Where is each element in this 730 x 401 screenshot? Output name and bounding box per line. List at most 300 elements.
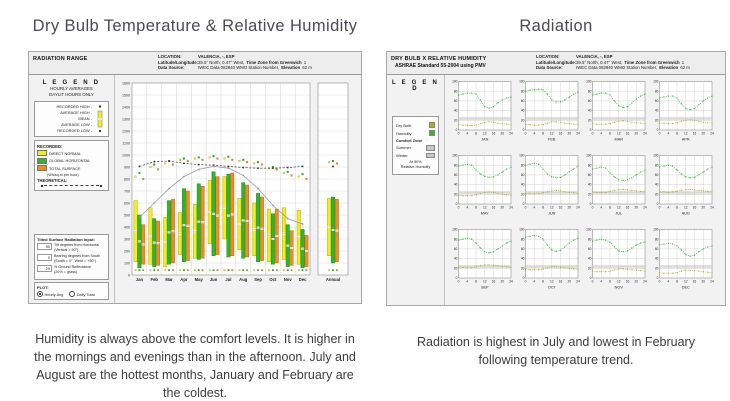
svg-text:Sep: Sep [254, 277, 262, 282]
svg-text:16: 16 [692, 205, 697, 210]
svg-text:8: 8 [542, 131, 544, 136]
theoretical-label: THEORETICAL: [37, 177, 68, 183]
humidity-legend [387, 75, 445, 305]
svg-text:Aug: Aug [239, 277, 248, 282]
drybulb-header-title-cell [387, 52, 534, 74]
svg-text:0: 0 [522, 202, 525, 207]
svg-text:80: 80 [654, 89, 659, 94]
datasource-value: IWEC Data 082840 WMO Station Number, [576, 65, 658, 71]
radiation-chart-wrap [115, 75, 361, 303]
mini-chart-apr [650, 78, 714, 150]
svg-text:20: 20 [587, 192, 592, 197]
svg-text:16: 16 [558, 131, 563, 136]
svg-text:1500: 1500 [122, 93, 130, 98]
mini-chart-svg [650, 152, 714, 224]
svg-text:20: 20 [520, 266, 525, 271]
svg-text:0: 0 [522, 276, 525, 281]
svg-text:0: 0 [455, 276, 458, 281]
svg-text:20: 20 [634, 205, 639, 210]
svg-text:700: 700 [124, 189, 130, 194]
timezone-value: 1 [303, 59, 307, 65]
panel-subtitle: ASHRAE Standard 55-2004 using PMV [395, 63, 486, 69]
elevation-label: Elevation [659, 65, 679, 71]
dry_bulb-swatch-icon [429, 122, 435, 128]
radiation-range-header [29, 52, 361, 75]
svg-text:100: 100 [452, 79, 458, 84]
left-column [28, 4, 362, 401]
svg-text:APR: APR [681, 137, 690, 142]
svg-text:12: 12 [616, 279, 621, 284]
svg-text:100: 100 [519, 227, 525, 232]
svg-text:16: 16 [625, 279, 630, 284]
svg-text:0: 0 [522, 128, 525, 133]
recorded-legend-box [34, 140, 109, 191]
svg-text:12: 12 [616, 205, 621, 210]
svg-text:4: 4 [466, 131, 469, 136]
mini-chart-svg [449, 78, 513, 150]
radiation-legend [29, 75, 115, 303]
legend-subtitle-1: HOURLY AVERAGES [50, 86, 93, 91]
total-surface-swatch-icon [37, 165, 47, 171]
tilt-rows [37, 243, 106, 275]
legend-series-label: TOTAL SURFACE [49, 165, 81, 171]
svg-text:4: 4 [600, 205, 603, 210]
svg-text:60: 60 [520, 247, 525, 251]
svg-text:40: 40 [654, 256, 659, 261]
svg-text:16: 16 [692, 131, 697, 136]
timezone-label: Time Zone from Greenwich [624, 59, 680, 65]
svg-text:60: 60 [453, 99, 458, 103]
svg-text:12: 12 [482, 279, 487, 284]
mini-chart-svg [449, 152, 513, 224]
svg-text:JUN: JUN [548, 211, 556, 216]
svg-text:0: 0 [656, 202, 659, 207]
svg-text:16: 16 [625, 131, 630, 136]
range-legend-box [34, 101, 109, 137]
location-label: LOCATION: [536, 54, 560, 59]
svg-text:JUL: JUL [615, 211, 623, 216]
svg-text:20: 20 [453, 266, 458, 271]
svg-text:0: 0 [658, 279, 661, 284]
svg-text:4: 4 [667, 205, 670, 210]
latlong-value: 39.5° North, 0.47° West, [198, 59, 245, 65]
legend-row-label: Humidity [396, 130, 412, 136]
humidity-legend-box [392, 116, 439, 175]
svg-text:4: 4 [533, 279, 536, 284]
recorded-series-list [37, 150, 106, 171]
plot-options [37, 291, 106, 297]
plot-label: PLOT: [37, 284, 49, 290]
svg-text:0: 0 [128, 273, 130, 278]
humidity-legend-rows [395, 122, 436, 158]
svg-text:16: 16 [491, 279, 496, 284]
tilt-row [37, 243, 106, 253]
svg-text:12: 12 [482, 205, 487, 210]
svg-text:12: 12 [683, 131, 688, 136]
legend-row-label: Comfort Zone [396, 138, 423, 143]
panel-title: RADIATION RANGE [33, 56, 88, 62]
svg-text:MAR: MAR [614, 137, 623, 142]
legend-series-label: DIRECT NORMAL [49, 150, 82, 156]
tilt-row-label: % Ground Reflectance (20% = grass) [54, 265, 92, 275]
svg-text:80: 80 [453, 89, 458, 94]
svg-text:8: 8 [676, 279, 678, 284]
direct-normal-swatch-icon [37, 150, 47, 156]
svg-text:0: 0 [656, 276, 659, 281]
svg-text:NOV: NOV [614, 285, 623, 290]
svg-text:20: 20 [500, 205, 505, 210]
svg-text:24: 24 [509, 279, 513, 284]
svg-text:24: 24 [643, 131, 647, 136]
svg-text:4: 4 [466, 279, 469, 284]
mini-chart-may [449, 152, 513, 224]
elevation-value: 62 m [302, 65, 312, 71]
mini-chart-svg [583, 226, 647, 298]
right-caption: Radiation is highest in July and lowest in February following temperature trend. [417, 335, 695, 368]
svg-text:24: 24 [576, 279, 580, 284]
svg-text:40: 40 [520, 108, 525, 113]
latlong-label: Latitude/Longitude: [158, 59, 199, 65]
svg-text:0: 0 [457, 205, 460, 210]
svg-text:60: 60 [520, 173, 525, 177]
svg-text:40: 40 [520, 182, 525, 187]
svg-text:500: 500 [124, 213, 130, 218]
svg-text:24: 24 [643, 205, 647, 210]
radio-icon [37, 291, 43, 297]
elevation-value: 62 m [680, 65, 690, 71]
svg-text:16: 16 [692, 279, 697, 284]
svg-text:60: 60 [654, 173, 659, 177]
svg-text:80: 80 [520, 237, 525, 242]
svg-text:100: 100 [452, 153, 458, 158]
svg-text:12: 12 [616, 131, 621, 136]
location-value: VALENCIA, -, ESP [576, 54, 613, 59]
legend-row-label: Dry Bulb [396, 122, 412, 128]
svg-text:600: 600 [124, 201, 130, 206]
ground-reflectance-input[interactable]: 20 [37, 265, 52, 272]
svg-text:8: 8 [609, 131, 611, 136]
svg-text:20: 20 [520, 118, 525, 123]
svg-text:8: 8 [676, 131, 678, 136]
svg-text:80: 80 [453, 237, 458, 242]
svg-text:0: 0 [658, 131, 661, 136]
plot-box [34, 282, 109, 301]
svg-text:8: 8 [475, 131, 477, 136]
svg-text:SEP: SEP [480, 285, 489, 290]
svg-text:20: 20 [654, 118, 659, 123]
x-axis-labels [136, 277, 340, 282]
mini-chart-mar [583, 78, 647, 150]
svg-text:20: 20 [701, 131, 706, 136]
svg-text:80: 80 [520, 163, 525, 168]
tilt-row-label: Bearing degrees from South (South = 0°, West = +90°) [54, 254, 101, 264]
svg-text:16: 16 [625, 205, 630, 210]
legend-series-total-surface [37, 165, 106, 171]
panel-title: DRY BULB X RELATIVE HUMIDITY [391, 56, 487, 62]
svg-text:80: 80 [587, 89, 592, 94]
svg-text:0: 0 [591, 205, 594, 210]
comfort-swatch-icon [426, 145, 435, 151]
datasource-value: IWEC Data 082840 WMO Station Number, [198, 65, 280, 71]
svg-text:24: 24 [643, 279, 647, 284]
svg-text:8: 8 [609, 205, 611, 210]
svg-text:20: 20 [500, 131, 505, 136]
svg-text:40: 40 [587, 256, 592, 261]
monthly-charts-grid [445, 75, 716, 305]
plot-option-label: Daily Total [76, 291, 95, 297]
svg-text:AUG: AUG [681, 211, 690, 216]
svg-text:8: 8 [475, 205, 477, 210]
svg-text:900: 900 [124, 165, 130, 170]
svg-text:20: 20 [701, 205, 706, 210]
svg-text:16: 16 [558, 205, 563, 210]
radio-icon [69, 291, 75, 297]
svg-text:12: 12 [482, 131, 487, 136]
svg-text:12: 12 [683, 279, 688, 284]
svg-text:20: 20 [701, 279, 706, 284]
drybulb-humidity-header [387, 52, 725, 75]
svg-text:100: 100 [519, 79, 525, 84]
mini-chart-jan [449, 78, 513, 150]
svg-text:80: 80 [654, 163, 659, 168]
svg-text:20: 20 [587, 266, 592, 271]
svg-text:0: 0 [524, 131, 527, 136]
svg-text:20: 20 [634, 131, 639, 136]
svg-text:60: 60 [520, 99, 525, 103]
tilt-row [37, 265, 106, 275]
range-legend-labels [57, 104, 92, 133]
radiation-range-header-title-cell [29, 52, 156, 74]
range-legend-item: RECORDED LOW - [57, 127, 92, 133]
svg-text:4: 4 [466, 205, 469, 210]
mini-chart-jun [516, 152, 580, 224]
svg-text:0: 0 [457, 131, 460, 136]
svg-text:100: 100 [586, 79, 592, 84]
mini-chart-svg [516, 78, 580, 150]
range-legend-item: AVERAGE HIGH - [60, 110, 92, 116]
legend-row-comfort-zone [396, 138, 435, 143]
svg-text:0: 0 [589, 202, 592, 207]
svg-text:DEC: DEC [681, 285, 690, 290]
svg-text:20: 20 [500, 279, 505, 284]
plot-option-label: Hourly Avg [44, 291, 64, 297]
svg-text:20: 20 [567, 205, 572, 210]
svg-text:20: 20 [453, 118, 458, 123]
svg-text:40: 40 [453, 108, 458, 113]
location-info [534, 52, 725, 74]
svg-text:60: 60 [453, 247, 458, 251]
bearing-degrees-input[interactable]: 0 [37, 254, 52, 261]
svg-text:4: 4 [600, 131, 603, 136]
legend-row-winter [396, 153, 435, 159]
radiation-range-chart [117, 78, 355, 294]
svg-text:Annual: Annual [325, 277, 341, 282]
svg-text:12: 12 [683, 205, 688, 210]
svg-text:1600: 1600 [122, 81, 130, 86]
latlong-label: Latitude/Longitude: [536, 59, 577, 65]
svg-text:100: 100 [124, 261, 130, 266]
mini-chart-jul [583, 152, 647, 224]
svg-text:400: 400 [124, 225, 130, 230]
svg-text:40: 40 [453, 256, 458, 261]
svg-text:8: 8 [609, 279, 611, 284]
legend-title: L E G E N D [391, 80, 440, 92]
svg-text:May: May [194, 277, 203, 282]
svg-text:8: 8 [475, 279, 477, 284]
tilt-row [37, 254, 106, 264]
location-value: VALENCIA, -, ESP [198, 54, 235, 59]
svg-text:0: 0 [658, 205, 661, 210]
svg-text:16: 16 [491, 131, 496, 136]
svg-text:40: 40 [453, 182, 458, 187]
svg-text:12: 12 [549, 131, 554, 136]
svg-text:24: 24 [509, 205, 513, 210]
svg-text:1200: 1200 [122, 129, 130, 134]
legend-subtitle-2: DAYLIT HOURS ONLY [49, 91, 94, 97]
mini-chart-sep [449, 226, 513, 298]
svg-text:FEB: FEB [548, 137, 556, 142]
range-legend-item: RECORDED HIGH - [56, 104, 92, 110]
svg-text:20: 20 [654, 266, 659, 271]
mini-chart-svg [583, 152, 647, 224]
mini-chart-oct [516, 226, 580, 298]
legend-series-direct-normal [37, 150, 106, 156]
svg-text:100: 100 [519, 153, 525, 158]
svg-text:12: 12 [549, 205, 554, 210]
svg-text:0: 0 [524, 205, 527, 210]
recorded-label: RECORDED: [37, 143, 63, 149]
mini-chart-aug [650, 152, 714, 224]
svg-text:0: 0 [589, 128, 592, 133]
location-label: LOCATION: [158, 54, 182, 59]
svg-text:60: 60 [654, 99, 659, 103]
svg-text:24: 24 [509, 131, 513, 136]
range-legend-item: MEAN - [78, 115, 92, 121]
svg-text:60: 60 [587, 247, 592, 251]
svg-text:40: 40 [520, 256, 525, 261]
mini-chart-nov [583, 226, 647, 298]
svg-text:1000: 1000 [122, 153, 130, 158]
svg-text:200: 200 [124, 249, 130, 254]
mini-chart-feb [516, 78, 580, 150]
svg-text:Mar: Mar [165, 277, 173, 282]
left-caption: Humidity is always above the comfort levels. It is higher in the mornings and evenings than in the afternoon. July and August are the hottest months, January and February are the coldest. [34, 332, 356, 401]
svg-text:60: 60 [587, 173, 592, 177]
svg-text:100: 100 [653, 227, 659, 232]
plot-option-daily-total[interactable] [69, 291, 94, 297]
range-bar-icon [94, 104, 106, 134]
svg-text:100: 100 [452, 227, 458, 232]
drybulb-humidity-panel [386, 51, 726, 306]
comfort-swatch-icon [426, 153, 435, 159]
svg-text:0: 0 [455, 202, 458, 207]
legend-footer: At 50% Relative Humidity [400, 160, 431, 170]
legend-series-global-horizontal [37, 158, 106, 164]
datasource-row [536, 65, 722, 71]
svg-text:0: 0 [455, 128, 458, 133]
mini-chart-svg [449, 226, 513, 298]
datasource-label: Data Source: [536, 65, 563, 71]
svg-text:20: 20 [634, 279, 639, 284]
svg-text:40: 40 [587, 108, 592, 113]
timezone-value: 1 [681, 59, 685, 65]
tilt-degrees-input[interactable]: 90 [37, 243, 52, 250]
legend-title: L E G E N D [42, 80, 101, 86]
mini-chart-svg [650, 226, 714, 298]
datasource-row [158, 65, 358, 71]
svg-text:24: 24 [710, 279, 714, 284]
svg-text:Jul: Jul [225, 277, 232, 282]
svg-text:OCT: OCT [547, 285, 556, 290]
svg-text:12: 12 [549, 279, 554, 284]
svg-text:Dec: Dec [298, 277, 307, 282]
svg-text:16: 16 [558, 279, 563, 284]
svg-text:20: 20 [567, 279, 572, 284]
latlong-value: 39.5° North, 0.47° West, [576, 59, 623, 65]
tilt-row-label: Tilt degrees from Horizontal (Vertical = 90°) [54, 243, 100, 252]
left-title: Dry Bulb Temperature & Relative Humidity [32, 16, 358, 35]
svg-text:80: 80 [453, 163, 458, 168]
mini-chart-svg [516, 226, 580, 298]
svg-text:Jun: Jun [209, 277, 218, 282]
legend-row-humidity [396, 130, 435, 136]
units-note: (Wh/sq.m per hour) [47, 172, 79, 177]
svg-text:4: 4 [667, 279, 670, 284]
svg-text:80: 80 [587, 237, 592, 242]
svg-text:8: 8 [676, 205, 678, 210]
svg-text:0: 0 [524, 279, 527, 284]
svg-text:Feb: Feb [150, 277, 158, 282]
global-horizontal-swatch-icon [37, 158, 47, 164]
timezone-label: Time Zone from Greenwich [246, 59, 302, 65]
svg-text:24: 24 [710, 131, 714, 136]
elevation-label: Elevation [281, 65, 301, 71]
svg-text:80: 80 [587, 163, 592, 168]
tilt-input-box [34, 234, 109, 280]
svg-text:0: 0 [591, 131, 594, 136]
plot-option-hourly-avg[interactable] [37, 291, 63, 297]
mini-chart-svg [650, 78, 714, 150]
legend-row-label: Summer [396, 145, 412, 151]
svg-text:100: 100 [653, 79, 659, 84]
range-legend-item: AVERAGE LOW - [61, 121, 92, 127]
svg-text:16: 16 [491, 205, 496, 210]
right-title: Radiation [519, 16, 593, 35]
svg-text:8: 8 [542, 205, 544, 210]
legend-series-label: GLOBAL HORIZONTAL [49, 158, 91, 164]
svg-text:0: 0 [656, 128, 659, 133]
legend-row-label: Winter [396, 152, 408, 158]
humidity-swatch-icon [429, 130, 435, 136]
svg-text:800: 800 [124, 177, 130, 182]
datasource-label: Data Source: [158, 65, 185, 71]
legend-row-summer [396, 145, 435, 151]
legend-row-dry-bulb [396, 122, 435, 128]
svg-text:Nov: Nov [283, 277, 292, 282]
svg-text:20: 20 [654, 192, 659, 197]
svg-text:8: 8 [542, 279, 544, 284]
svg-text:40: 40 [587, 182, 592, 187]
svg-text:20: 20 [587, 118, 592, 123]
svg-text:24: 24 [576, 131, 580, 136]
svg-text:0: 0 [457, 279, 460, 284]
svg-text:60: 60 [654, 247, 659, 251]
svg-text:300: 300 [124, 237, 130, 242]
svg-text:Oct: Oct [269, 277, 277, 282]
svg-text:0: 0 [589, 276, 592, 281]
svg-text:40: 40 [654, 182, 659, 187]
svg-text:60: 60 [587, 99, 592, 103]
